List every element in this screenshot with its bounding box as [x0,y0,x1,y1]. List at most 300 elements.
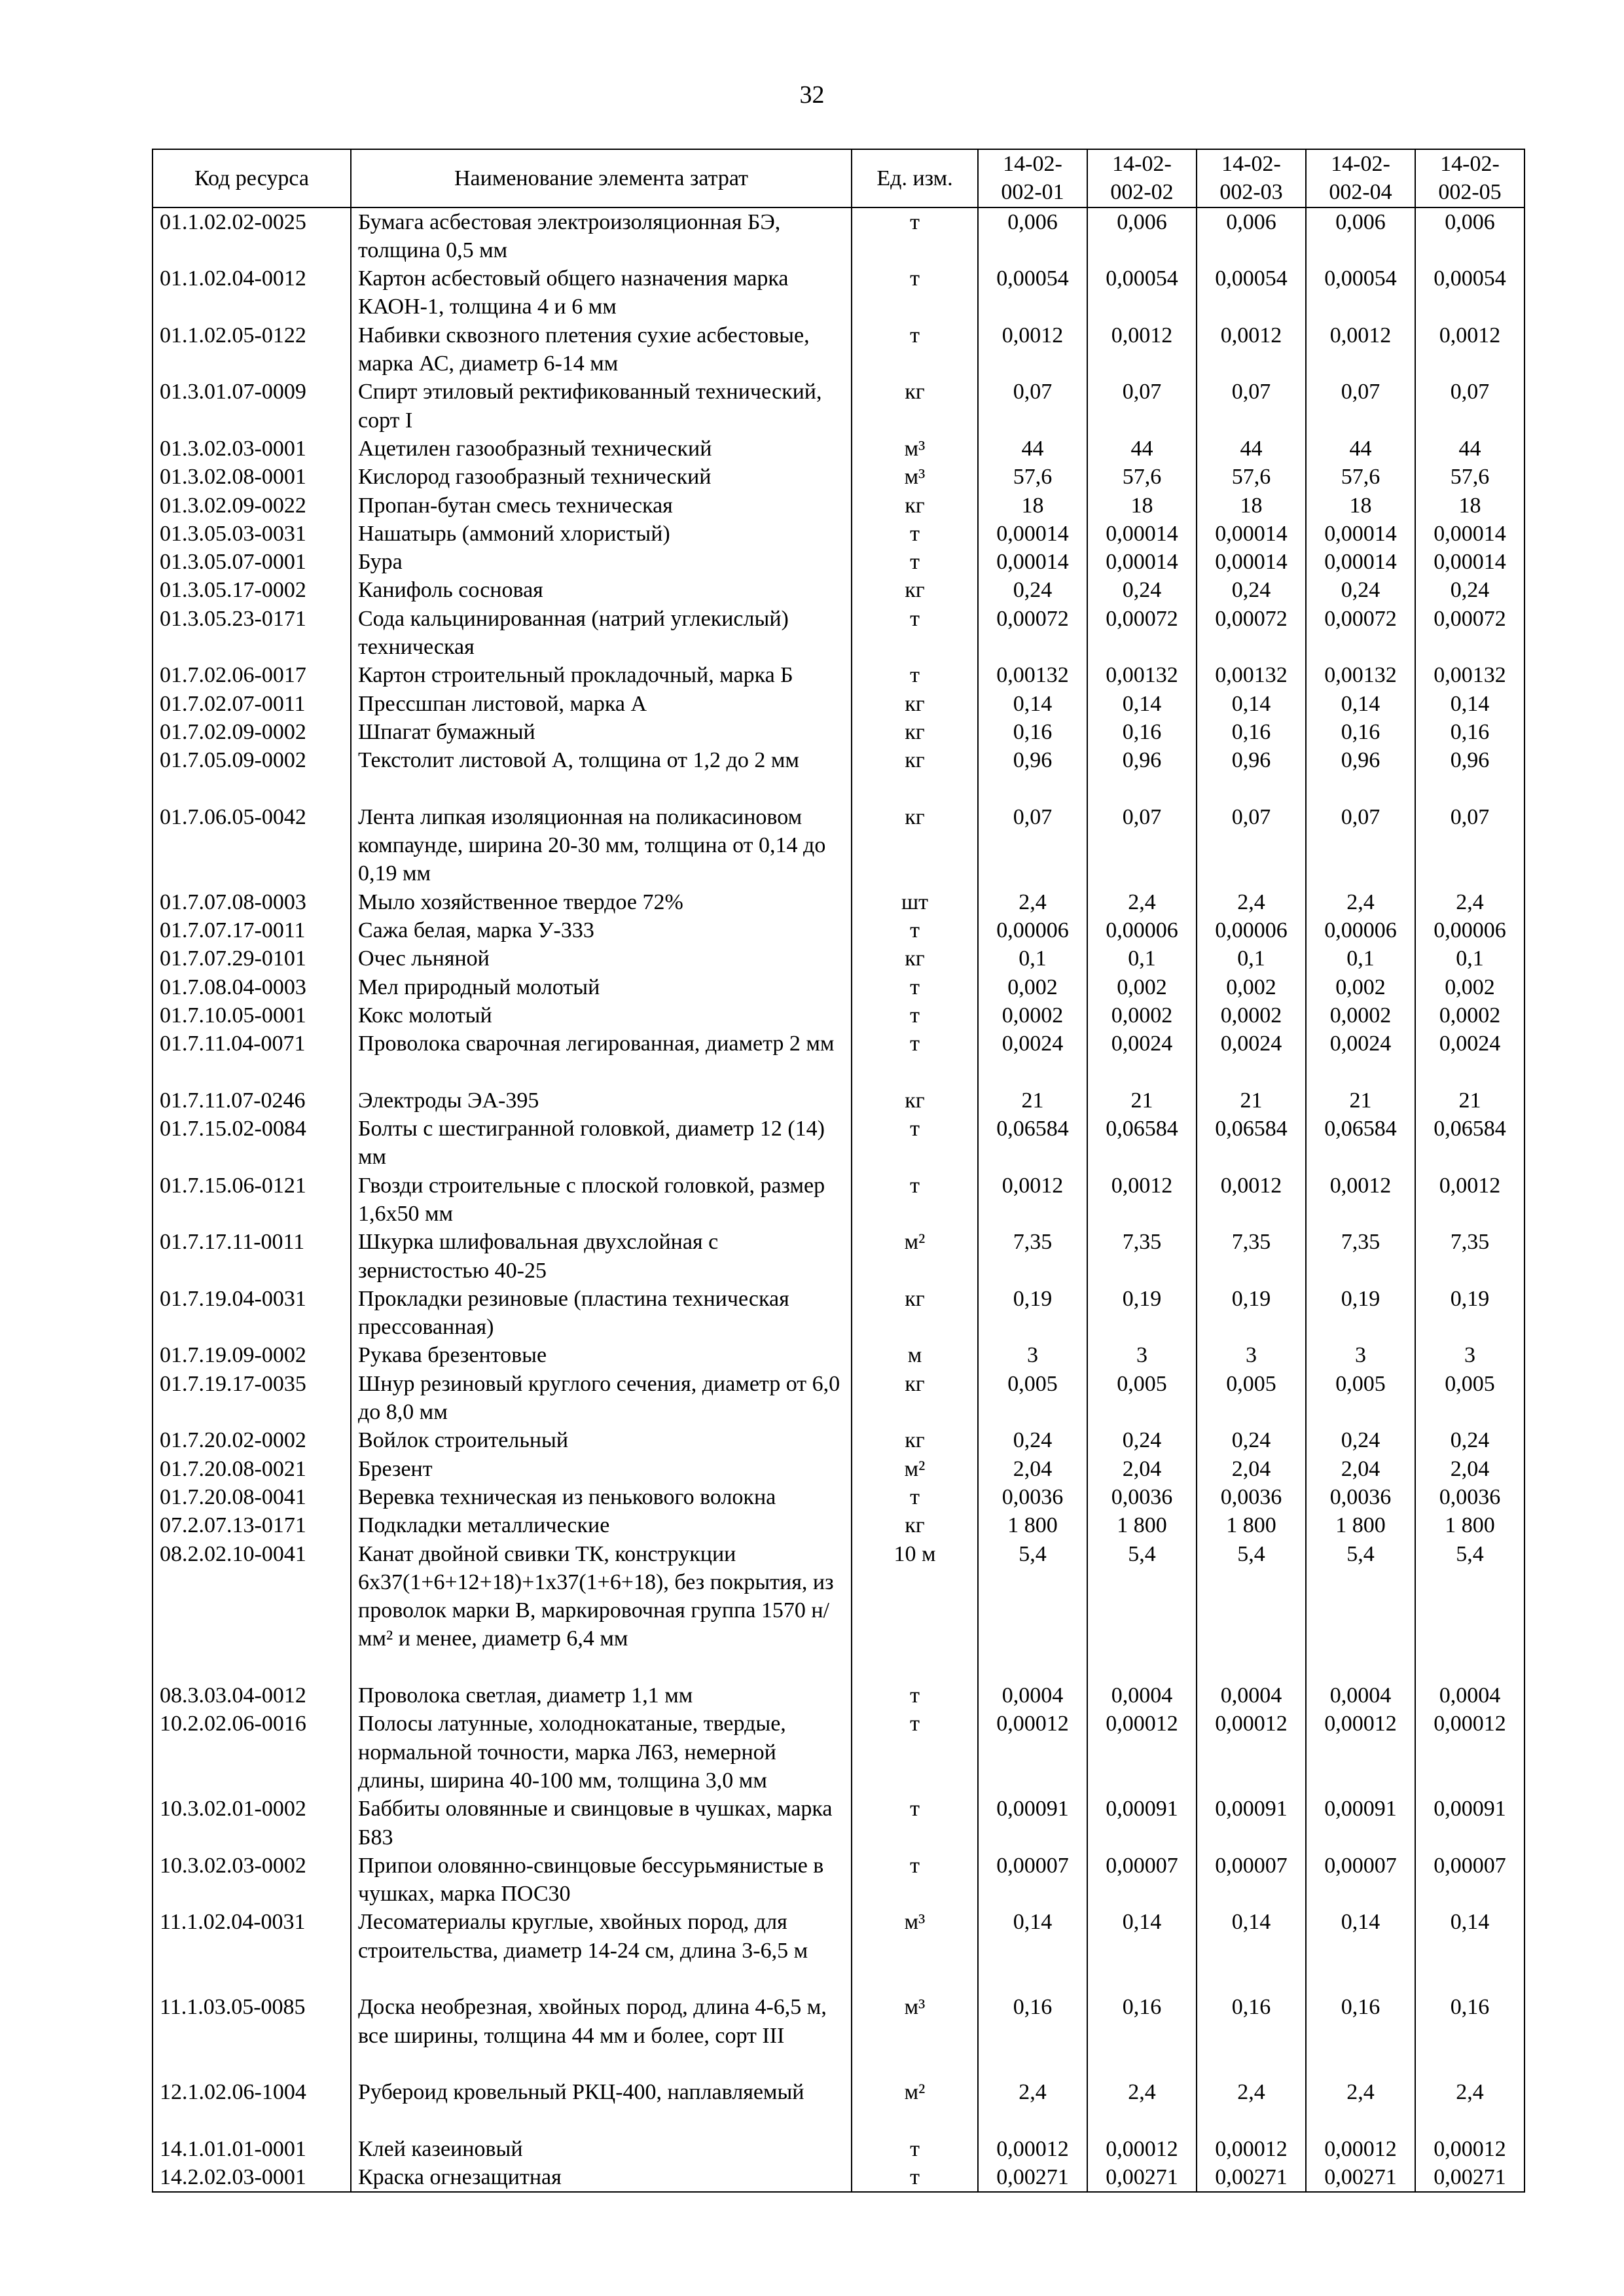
cell-value-5: 0,00072 [1415,605,1525,662]
cell-unit: м² [852,1455,978,1483]
cell-value-2: 0,00072 [1087,605,1197,662]
cell-code: 01.7.07.08-0003 [153,888,351,916]
cell-value-4: 0,00132 [1306,661,1415,689]
cell-unit: т [852,207,978,265]
cell-name: Брезент [351,1455,852,1483]
table-row [153,2078,1525,2135]
cell-value-3: 0,00054 [1197,264,1306,321]
cell-value-3: 18 [1197,492,1306,520]
cell-value-4: 0,00014 [1306,520,1415,548]
cell-value-3: 0,16 [1197,1993,1306,2078]
cell-unit: кг [852,1086,978,1115]
cell-unit: кг [852,944,978,973]
cell-value-5: 0,06584 [1415,1115,1525,1172]
cell-code: 01.3.05.03-0031 [153,520,351,548]
cell-name: Электроды ЭА-395 [351,1086,852,1115]
cell-code: 01.3.02.09-0022 [153,492,351,520]
cell-value-1: 0,00054 [978,264,1087,321]
table-row [153,1852,1525,1909]
cell-code: 01.1.02.02-0025 [153,207,351,265]
table-row [153,746,1525,803]
table-row [153,1228,1525,1285]
cell-unit: т [852,2163,978,2192]
cell-value-2: 18 [1087,492,1197,520]
cell-value-2: 0,0004 [1087,1681,1197,1710]
cell-value-1: 0,16 [978,1993,1087,2078]
cell-code: 08.2.02.10-0041 [153,1540,351,1682]
cell-value-4: 0,0012 [1306,321,1415,378]
cell-value-1: 21 [978,1086,1087,1115]
cell-name: Проволока светлая, диаметр 1,1 мм [351,1681,852,1710]
cell-value-1: 5,4 [978,1540,1087,1682]
cell-unit: т [852,1681,978,1710]
cell-name: Сода кальцинированная (натрий углекислый) техническая [351,605,852,662]
table-row [153,661,1525,689]
cell-value-4: 2,4 [1306,2078,1415,2135]
cell-name: Кокс молотый [351,1001,852,1030]
cell-code: 11.1.03.05-0085 [153,1993,351,2078]
cell-value-5: 0,0036 [1415,1483,1525,1511]
cell-value-1: 0,006 [978,207,1087,265]
cell-code: 10.2.02.06-0016 [153,1710,351,1795]
cell-value-5: 0,24 [1415,1426,1525,1454]
cell-value-1: 0,14 [978,1908,1087,1993]
cell-code: 01.7.19.04-0031 [153,1285,351,1342]
table-row [153,2135,1525,2163]
table-body [153,207,1525,2193]
cell-value-5: 5,4 [1415,1540,1525,1682]
cell-unit: т [852,1001,978,1030]
cell-value-2: 0,00012 [1087,1710,1197,1795]
cell-value-3: 0,00014 [1197,520,1306,548]
cell-code: 07.2.07.13-0171 [153,1511,351,1539]
cell-unit: т [852,1030,978,1086]
cell-value-2: 0,00012 [1087,2135,1197,2163]
cell-value-3: 0,0012 [1197,1172,1306,1229]
cell-value-4: 0,1 [1306,944,1415,973]
cell-value-1: 0,06584 [978,1115,1087,1172]
cell-code: 01.3.02.03-0001 [153,435,351,463]
cell-value-3: 0,00132 [1197,661,1306,689]
cell-code: 01.7.11.04-0071 [153,1030,351,1086]
cell-unit: м [852,1341,978,1369]
cell-unit: кг [852,492,978,520]
cell-unit: т [852,1115,978,1172]
cell-value-5: 0,0002 [1415,1001,1525,1030]
cell-value-2: 0,16 [1087,718,1197,746]
cell-code: 01.7.07.17-0011 [153,916,351,944]
cell-value-5: 18 [1415,492,1525,520]
cell-code: 01.7.05.09-0002 [153,746,351,803]
cell-value-1: 0,00091 [978,1795,1087,1852]
cell-value-2: 2,4 [1087,2078,1197,2135]
cell-unit: т [852,321,978,378]
cell-value-2: 0,00014 [1087,520,1197,548]
cell-name: Мыло хозяйственное твердое 72% [351,888,852,916]
cell-value-1: 0,00012 [978,1710,1087,1795]
cell-name: Прессшпан листовой, марка А [351,690,852,718]
cell-value-5: 0,00091 [1415,1795,1525,1852]
cell-value-1: 0,00014 [978,520,1087,548]
cell-code: 01.7.19.17-0035 [153,1370,351,1427]
cell-value-1: 0,0012 [978,321,1087,378]
cell-name: Полосы латунные, холоднокатаные, твердые, нормальной точности, марка Л63, немерной длины, ширина 40-100 мм, толщина 3,0 мм [351,1710,852,1795]
cell-value-3: 0,19 [1197,1285,1306,1342]
cell-value-4: 0,16 [1306,718,1415,746]
cell-code: 01.1.02.05-0122 [153,321,351,378]
cell-value-3: 7,35 [1197,1228,1306,1285]
cell-value-5: 0,00012 [1415,2135,1525,2163]
cell-value-3: 0,14 [1197,690,1306,718]
cell-value-3: 0,07 [1197,803,1306,888]
cell-name: Канат двойной свивки ТК, конструкции 6х37(1+6+12+18)+1х37(1+6+18), без покрытия, из проволок марки В, маркировочная группа 1570 н/мм² и менее, диаметр 6,4 мм [351,1540,852,1682]
cell-value-3: 0,96 [1197,746,1306,803]
table-row [153,1455,1525,1483]
cell-value-2: 0,006 [1087,207,1197,265]
cell-value-3: 0,00072 [1197,605,1306,662]
cell-value-5: 0,0012 [1415,1172,1525,1229]
cell-value-4: 0,07 [1306,803,1415,888]
cell-value-5: 0,0024 [1415,1030,1525,1086]
cell-value-1: 1 800 [978,1511,1087,1539]
cell-name: Кислород газообразный технический [351,463,852,491]
table-row [153,1540,1525,1682]
cell-value-1: 0,0036 [978,1483,1087,1511]
cell-value-3: 2,4 [1197,888,1306,916]
cell-value-2: 44 [1087,435,1197,463]
cell-unit: кг [852,1511,978,1539]
cell-value-3: 0,005 [1197,1370,1306,1427]
cell-value-5: 57,6 [1415,463,1525,491]
cell-value-1: 0,14 [978,690,1087,718]
cell-value-1: 57,6 [978,463,1087,491]
table-row [153,321,1525,378]
cell-name: Канифоль сосновая [351,576,852,604]
cell-value-2: 0,0036 [1087,1483,1197,1511]
cell-value-3: 0,006 [1197,207,1306,265]
cell-code: 01.7.20.08-0041 [153,1483,351,1511]
cell-code: 08.3.03.04-0012 [153,1681,351,1710]
cell-value-3: 0,16 [1197,718,1306,746]
cell-unit: т [852,1483,978,1511]
cell-value-4: 0,0012 [1306,1172,1415,1229]
cell-value-1: 0,0004 [978,1681,1087,1710]
cell-value-2: 2,4 [1087,888,1197,916]
table-row [153,973,1525,1001]
cell-name: Войлок строительный [351,1426,852,1454]
cell-value-4: 0,16 [1306,1993,1415,2078]
cell-value-4: 0,006 [1306,207,1415,265]
cell-name: Очес льняной [351,944,852,973]
cell-unit: кг [852,1285,978,1342]
cell-value-2: 7,35 [1087,1228,1197,1285]
cell-code: 01.7.10.05-0001 [153,1001,351,1030]
cell-value-3: 0,00007 [1197,1852,1306,1909]
cell-unit: м³ [852,435,978,463]
cell-value-3: 1 800 [1197,1511,1306,1539]
cell-unit: т [852,1710,978,1795]
cell-value-2: 0,14 [1087,690,1197,718]
cell-name: Шпагат бумажный [351,718,852,746]
cell-value-3: 0,14 [1197,1908,1306,1993]
cell-name: Бура [351,548,852,576]
table-row [153,548,1525,576]
cell-unit: м³ [852,463,978,491]
cell-value-1: 0,96 [978,746,1087,803]
cell-value-5: 0,07 [1415,378,1525,435]
cell-unit: т [852,2135,978,2163]
cell-value-2: 0,14 [1087,1908,1197,1993]
cell-name: Гвозди строительные с плоской головкой, размер 1,6х50 мм [351,1172,852,1229]
header-col-5: 14-02-002-05 [1415,149,1525,207]
cell-value-2: 1 800 [1087,1511,1197,1539]
table-row [153,1001,1525,1030]
cell-unit: 10 м [852,1540,978,1682]
table-row [153,1908,1525,1993]
cell-code: 14.2.02.03-0001 [153,2163,351,2192]
cell-name: Баббиты оловянные и свинцовые в чушках, марка Б83 [351,1795,852,1852]
cell-value-2: 0,0012 [1087,321,1197,378]
cell-value-3: 0,0004 [1197,1681,1306,1710]
table-row [153,1030,1525,1086]
cell-name: Припои оловянно-свинцовые бессурьмянистые в чушках, марка ПОС30 [351,1852,852,1909]
cell-value-3: 0,00271 [1197,2163,1306,2192]
cell-value-3: 0,24 [1197,576,1306,604]
cell-value-3: 5,4 [1197,1540,1306,1682]
cell-name: Сажа белая, марка У-333 [351,916,852,944]
cell-value-5: 0,96 [1415,746,1525,803]
header-col-4: 14-02-002-04 [1306,149,1415,207]
table-row [153,803,1525,888]
table-row [153,207,1525,265]
cell-unit: кг [852,378,978,435]
cell-name: Рубероид кровельный РКЦ-400, наплавляемый [351,2078,852,2135]
cell-value-2: 21 [1087,1086,1197,1115]
cell-value-1: 0,00007 [978,1852,1087,1909]
cell-value-4: 2,4 [1306,888,1415,916]
cell-value-1: 0,00014 [978,548,1087,576]
cell-value-3: 0,1 [1197,944,1306,973]
cell-value-5: 0,00014 [1415,548,1525,576]
cell-value-3: 3 [1197,1341,1306,1369]
cell-value-1: 0,24 [978,576,1087,604]
cell-value-4: 0,00014 [1306,548,1415,576]
cell-value-2: 0,00014 [1087,548,1197,576]
cell-unit: кг [852,746,978,803]
cell-name: Нашатырь (аммоний хлористый) [351,520,852,548]
cell-value-2: 57,6 [1087,463,1197,491]
cell-value-2: 0,07 [1087,378,1197,435]
cell-value-3: 0,00012 [1197,1710,1306,1795]
cell-value-2: 0,002 [1087,973,1197,1001]
cell-value-3: 0,00012 [1197,2135,1306,2163]
table-row [153,2163,1525,2192]
cell-value-2: 0,06584 [1087,1115,1197,1172]
table-row [153,1172,1525,1229]
cell-value-1: 0,005 [978,1370,1087,1427]
cell-value-2: 0,16 [1087,1993,1197,2078]
table-row [153,690,1525,718]
cell-value-4: 57,6 [1306,463,1415,491]
cell-value-1: 2,4 [978,888,1087,916]
cell-value-2: 0,00132 [1087,661,1197,689]
cell-value-4: 0,24 [1306,1426,1415,1454]
cell-value-3: 2,4 [1197,2078,1306,2135]
cell-value-3: 44 [1197,435,1306,463]
cell-value-1: 0,00006 [978,916,1087,944]
table-row [153,435,1525,463]
cell-unit: шт [852,888,978,916]
cell-unit: кг [852,1426,978,1454]
cell-value-4: 0,0004 [1306,1681,1415,1710]
cell-value-3: 0,00091 [1197,1795,1306,1852]
table-row [153,1426,1525,1454]
cell-unit: кг [852,803,978,888]
cell-value-1: 18 [978,492,1087,520]
cell-value-1: 0,0024 [978,1030,1087,1086]
cell-value-4: 0,0002 [1306,1001,1415,1030]
cell-value-3: 0,0002 [1197,1001,1306,1030]
cell-unit: т [852,520,978,548]
cell-value-4: 2,04 [1306,1455,1415,1483]
table-row [153,1710,1525,1795]
cell-value-5: 0,00006 [1415,916,1525,944]
cell-code: 01.1.02.04-0012 [153,264,351,321]
cell-value-4: 7,35 [1306,1228,1415,1285]
cell-value-5: 0,00054 [1415,264,1525,321]
table-row [153,378,1525,435]
table-row [153,916,1525,944]
cell-value-4: 0,19 [1306,1285,1415,1342]
cell-name: Прокладки резиновые (пластина техническая прессованная) [351,1285,852,1342]
cell-value-2: 0,00271 [1087,2163,1197,2192]
cell-value-5: 3 [1415,1341,1525,1369]
cell-value-3: 21 [1197,1086,1306,1115]
cell-value-5: 44 [1415,435,1525,463]
cell-value-2: 0,00007 [1087,1852,1197,1909]
cell-value-4: 0,0024 [1306,1030,1415,1086]
cell-value-4: 3 [1306,1341,1415,1369]
cell-name: Лента липкая изоляционная на поликасиновом компаунде, ширина 20-30 мм, толщина от 0,14 до 0,19 мм [351,803,852,888]
cell-value-4: 0,00012 [1306,2135,1415,2163]
cell-value-1: 0,07 [978,378,1087,435]
cell-code: 01.7.19.09-0002 [153,1341,351,1369]
cell-value-5: 0,07 [1415,803,1525,888]
cell-value-3: 0,00006 [1197,916,1306,944]
cell-value-2: 0,005 [1087,1370,1197,1427]
cell-value-4: 0,00072 [1306,605,1415,662]
cell-unit: м² [852,1228,978,1285]
header-col-1: 14-02-002-01 [978,149,1087,207]
cell-value-3: 57,6 [1197,463,1306,491]
cell-value-4: 0,0036 [1306,1483,1415,1511]
cell-value-5: 0,14 [1415,690,1525,718]
cell-code: 12.1.02.06-1004 [153,2078,351,2135]
cell-value-5: 0,0004 [1415,1681,1525,1710]
cell-name: Мел природный молотый [351,973,852,1001]
table-row [153,605,1525,662]
header-col-3: 14-02-002-03 [1197,149,1306,207]
cell-value-1: 2,4 [978,2078,1087,2135]
cell-value-2: 5,4 [1087,1540,1197,1682]
table-row [153,944,1525,973]
cell-value-4: 0,00271 [1306,2163,1415,2192]
cell-value-5: 0,00132 [1415,661,1525,689]
cell-value-4: 5,4 [1306,1540,1415,1682]
table-row [153,1511,1525,1539]
cell-value-3: 0,0012 [1197,321,1306,378]
cell-value-2: 0,24 [1087,1426,1197,1454]
cell-code: 01.7.20.08-0021 [153,1455,351,1483]
cell-unit: т [852,916,978,944]
cell-value-5: 0,002 [1415,973,1525,1001]
cell-value-3: 0,00014 [1197,548,1306,576]
cell-value-1: 0,00271 [978,2163,1087,2192]
table-row [153,1795,1525,1852]
cell-value-4: 1 800 [1306,1511,1415,1539]
cell-code: 01.7.15.06-0121 [153,1172,351,1229]
cell-value-4: 0,14 [1306,1908,1415,1993]
cell-code: 01.7.02.09-0002 [153,718,351,746]
table-row [153,1483,1525,1511]
header-unit: Ед. изм. [852,149,978,207]
cell-value-4: 0,07 [1306,378,1415,435]
cell-unit: кг [852,718,978,746]
cell-unit: т [852,605,978,662]
cell-name: Бумага асбестовая электроизоляционная БЭ, толщина 0,5 мм [351,207,852,265]
cell-value-2: 0,19 [1087,1285,1197,1342]
cell-value-1: 2,04 [978,1455,1087,1483]
cell-code: 01.3.05.17-0002 [153,576,351,604]
header-col-2: 14-02-002-02 [1087,149,1197,207]
cell-value-2: 0,24 [1087,576,1197,604]
cell-unit: кг [852,1370,978,1427]
header-code: Код ресурса [153,149,351,207]
cell-code: 01.7.11.07-0246 [153,1086,351,1115]
cell-value-4: 0,14 [1306,690,1415,718]
cell-name: Болты с шестигранной головкой, диаметр 12 (14) мм [351,1115,852,1172]
cell-code: 01.7.07.29-0101 [153,944,351,973]
cell-name: Пропан-бутан смесь техническая [351,492,852,520]
cell-value-2: 0,0002 [1087,1001,1197,1030]
cell-value-2: 2,04 [1087,1455,1197,1483]
table-row [153,1681,1525,1710]
cell-value-5: 0,19 [1415,1285,1525,1342]
cell-value-5: 0,1 [1415,944,1525,973]
cell-unit: м² [852,2078,978,2135]
cell-value-1: 0,0012 [978,1172,1087,1229]
cell-unit: кг [852,690,978,718]
cell-value-3: 0,07 [1197,378,1306,435]
cell-value-5: 0,16 [1415,718,1525,746]
cell-code: 10.3.02.03-0002 [153,1852,351,1909]
cell-value-4: 21 [1306,1086,1415,1115]
cell-value-5: 0,24 [1415,576,1525,604]
cell-value-3: 0,06584 [1197,1115,1306,1172]
cell-code: 14.1.01.01-0001 [153,2135,351,2163]
table-header-row [153,149,1525,207]
cell-value-4: 0,00091 [1306,1795,1415,1852]
cell-code: 01.3.05.23-0171 [153,605,351,662]
cell-unit: т [852,548,978,576]
cell-name: Краска огнезащитная [351,2163,852,2192]
cell-code: 01.7.15.02-0084 [153,1115,351,1172]
cell-value-5: 0,00271 [1415,2163,1525,2192]
cell-value-3: 2,04 [1197,1455,1306,1483]
table-row [153,1115,1525,1172]
cell-value-4: 44 [1306,435,1415,463]
cell-value-2: 0,1 [1087,944,1197,973]
